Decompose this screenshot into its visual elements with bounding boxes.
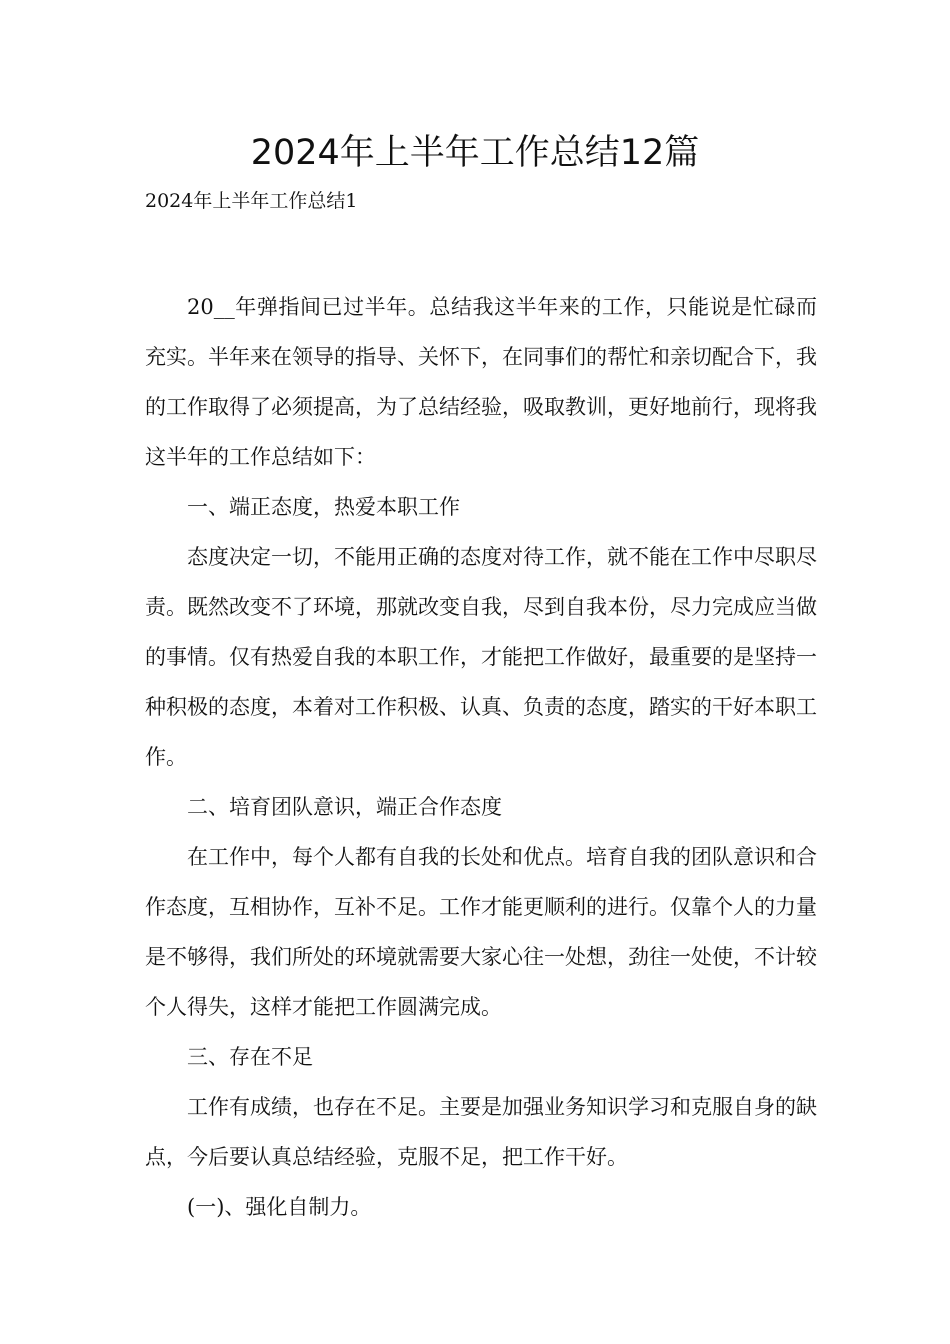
section-paragraph-1: 态度决定一切，不能用正确的态度对待工作，就不能在工作中尽职尽责。既然改变不了环境，那就改变自我，尽到自我本份，尽力完成应当做的事情。仅有热爱自我的本职工作，才能把工作做好，最重要的是坚持一种积极的态度，本着对工作积极、认真、负责的态度，踏实的干好本职工作。 (145, 545, 817, 769)
subsection-heading-1: (一)、强化自制力。 (187, 1195, 372, 1219)
section-heading-3: 三、存在不足 (187, 1045, 313, 1069)
document-body (145, 282, 817, 1232)
section-paragraph-2: 在工作中，每个人都有自我的长处和优点。培育自我的团队意识和合作态度，互相协作，互补不足。工作才能更顺利的进行。仅靠个人的力量是不够得，我们所处的环境就需要大家心往一处想，劲往一处使，不计较个人得失，这样才能把工作圆满完成。 (145, 845, 817, 1019)
document-subtitle: 2024年上半年工作总结1 (145, 190, 358, 212)
section-paragraph-3: 工作有成绩，也存在不足。主要是加强业务知识学习和克服自身的缺点，今后要认真总结经验，克服不足，把工作干好。 (145, 1095, 817, 1169)
section-heading-1: 一、端正态度，热爱本职工作 (187, 495, 460, 519)
section-heading-2: 二、培育团队意识，端正合作态度 (187, 795, 502, 819)
document-title: 2024年上半年工作总结12篇 (250, 133, 700, 173)
intro-paragraph: 20__年弹指间已过半年。总结我这半年来的工作，只能说是忙碌而充实。半年来在领导的指导、关怀下，在同事们的帮忙和亲切配合下，我的工作取得了必须提高，为了总结经验，吸取教训，更好地前行，现将我这半年的工作总结如下： (145, 295, 817, 469)
